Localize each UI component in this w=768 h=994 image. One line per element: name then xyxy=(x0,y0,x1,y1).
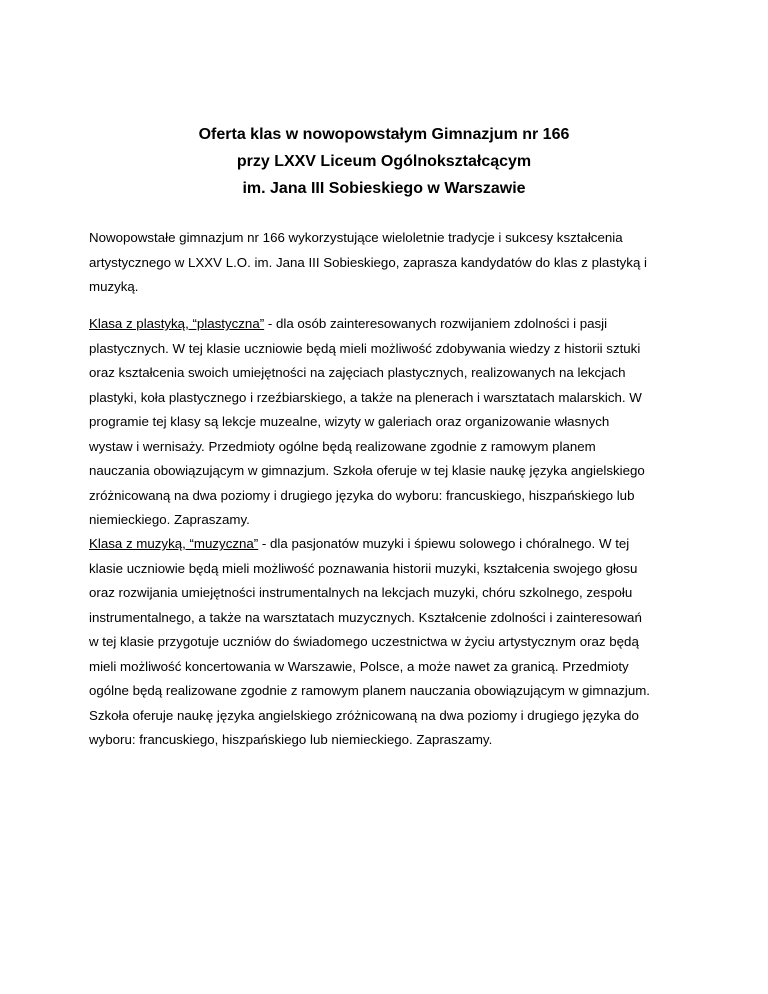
muzyka-line: Szkoła oferuje naukę języka angielskiego zróżnicowaną na dwa poziomy i drugiego języka do xyxy=(89,707,639,723)
plastyka-line: zróżnicowaną na dwa poziomy i drugiego języka do wyboru: francuskiego, hiszpańskiego lub xyxy=(89,487,635,503)
muzyka-line: instrumentalnego, a także na warsztatach muzycznych. Kształcenie zdolności i zainteresowań xyxy=(89,609,642,625)
muzyka-line: wyboru: francuskiego, hiszpańskiego lub niemieckiego. Zapraszamy. xyxy=(89,732,493,747)
plastyka-line: niemieckiego. Zapraszamy. xyxy=(89,512,250,527)
muzyka-paragraph xyxy=(89,532,689,753)
intro-line-2: artystycznego w LXXV L.O. im. Jana III Sobieskiego, zaprasza kandydatów do klas z plastyką i xyxy=(89,254,648,270)
plastyka-line: plastyki, koła plastycznego i rzeźbiarskiego, a także na plenerach i warsztatach malarskich. W xyxy=(89,389,642,405)
plastyka-paragraph xyxy=(89,312,689,533)
title-line-2: przy LXXV Liceum Ogólnokształcącym xyxy=(236,153,532,170)
document-title xyxy=(60,121,708,202)
muzyka-class-heading: Klasa z muzyką, “muzyczna” xyxy=(89,536,259,551)
plastyka-line-1 xyxy=(89,312,689,337)
title-line-1: Oferta klas w nowopowstałym Gimnazjum nr 166 xyxy=(198,126,570,143)
muzyka-line: oraz rozwijania umiejętności instrumentalnych na lekcjach muzyki, chóru szkolnego, zespołu xyxy=(89,585,633,600)
plastyka-line: nauczania obowiązującym w gimnazjum. Szkoła oferuje w tej klasie naukę języka angielskiego xyxy=(89,463,645,478)
intro-line-3: muzyką. xyxy=(89,279,139,294)
plastyka-line: programie tej klasy są lekcje muzealne, wizyty w galeriach oraz organizowanie własnych xyxy=(89,414,610,429)
muzyka-line: w tej klasie przygotuje uczniów do świadomego uczestnictwa w życiu artystycznym oraz będą xyxy=(89,634,639,649)
muzyka-line: ogólne będą realizowane zgodnie z ramowym planem nauczania obowiązującym w gimnazjum. xyxy=(89,683,650,698)
muzyka-line: mieli możliwość koncertowania w Warszawie, Polsce, a może nawet za granicą. Przedmioty xyxy=(89,658,629,674)
plastyka-line: plastycznych. W tej klasie uczniowie będą mieli możliwość zdobywania wiedzy z historii sztuki xyxy=(89,340,641,356)
intro-paragraph xyxy=(89,226,689,300)
muzyka-line-1-rest: - dla pasjonatów muzyki i śpiewu solowego i chóralnego. W tej xyxy=(258,536,630,551)
title-line-3: im. Jana III Sobieskiego w Warszawie xyxy=(242,180,526,197)
plastyka-class-heading: Klasa z plastyką, “plastyczna” xyxy=(89,316,265,331)
plastyka-line-1-rest: - dla osób zainteresowanych rozwijaniem zdolności i pasji xyxy=(264,316,608,331)
muzyka-line: klasie uczniowie będą mieli możliwość poznawania historii muzyki, kształcenia swojego głosu xyxy=(89,560,638,576)
intro-line-1: Nowopowstałe gimnazjum nr 166 wykorzystujące wieloletnie tradycje i sukcesy kształcenia xyxy=(89,230,623,245)
plastyka-line: oraz kształcenia swoich umiejętności na zajęciach plastycznych, realizowanych na lekcjach xyxy=(89,365,626,380)
plastyka-line: wystaw i wernisaży. Przedmioty ogólne będą realizowane zgodnie z ramowym planem xyxy=(89,438,596,454)
muzyka-line-1 xyxy=(89,532,689,557)
